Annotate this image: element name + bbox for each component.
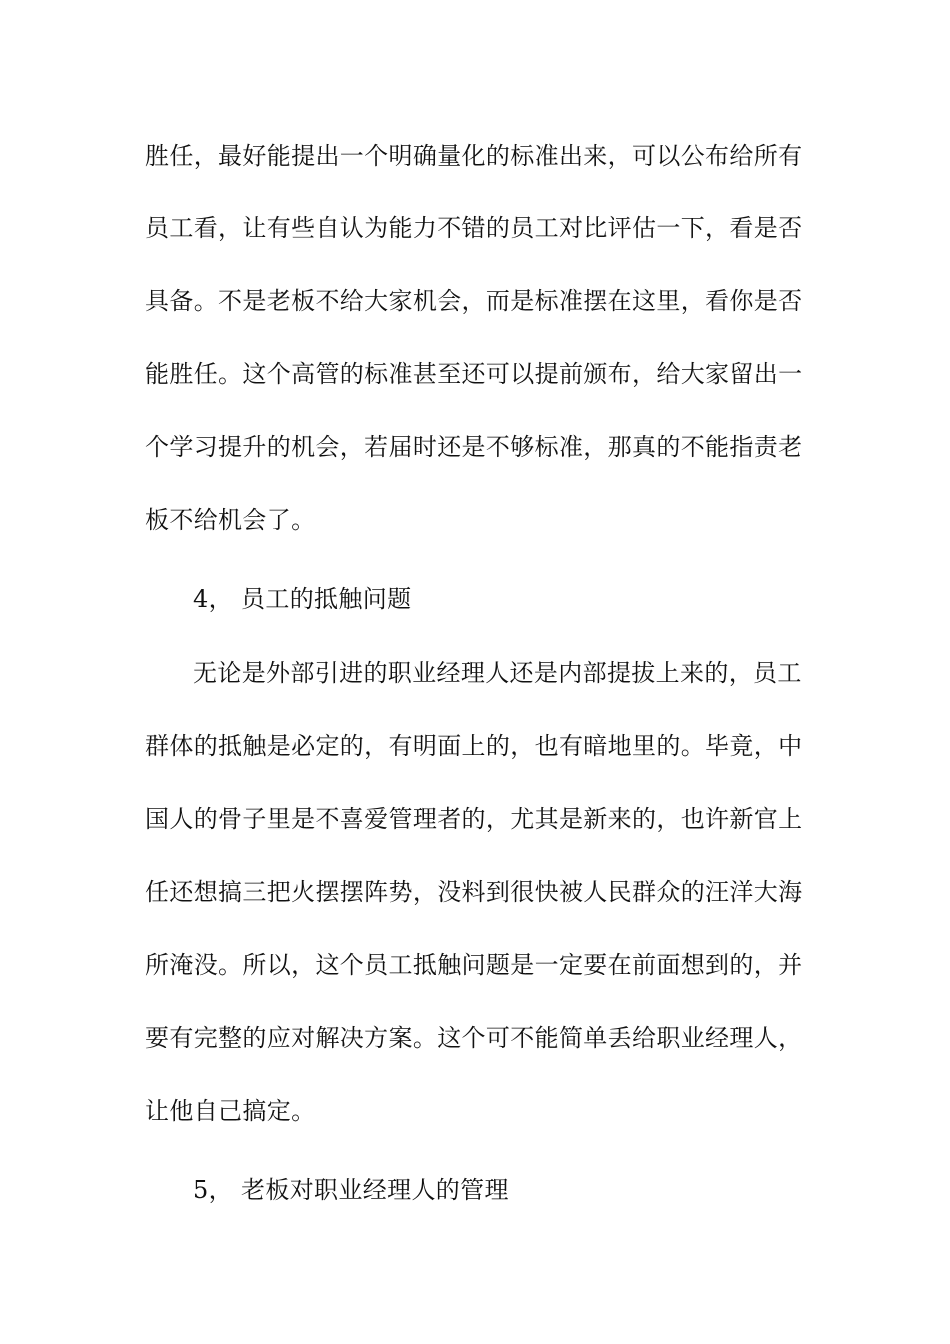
paragraph-line: 无论是外部引进的职业经理人还是内部提拔上来的，员工 <box>193 659 802 687</box>
paragraph-line: 群体的抵触是必定的，有明面上的，也有暗地里的。毕竟，中 <box>145 732 803 760</box>
paragraph-line: 所淹没。所以，这个员工抵触问题是一定要在前面想到的，并 <box>145 951 803 979</box>
paragraph-line: 员工看，让有些自认为能力不错的员工对比评估一下，看是否 <box>145 214 803 242</box>
section-title: 老板对职业经理人的管理 <box>241 1176 509 1204</box>
section-heading-4 <box>193 584 858 614</box>
paragraph-line: 具备。不是老板不给大家机会，而是标准摆在这里，看你是否 <box>145 287 803 315</box>
section-number: 5， <box>193 1176 233 1204</box>
paragraph-line: 让他自己搞定。 <box>145 1097 316 1125</box>
paragraph-line: 板不给机会了。 <box>145 506 316 534</box>
paragraph-line: 国人的骨子里是不喜爱管理者的，尤其是新来的，也许新官上 <box>145 805 803 833</box>
section-number: 4， <box>193 585 233 613</box>
paragraph-line: 任还想搞三把火摆摆阵势，没料到很快被人民群众的汪洋大海 <box>145 878 803 906</box>
section-title: 员工的抵触问题 <box>241 585 412 613</box>
section-heading-5 <box>193 1175 858 1205</box>
paragraph-line: 个学习提升的机会，若届时还是不够标准，那真的不能指责老 <box>145 433 803 461</box>
paragraph-line: 胜任，最好能提出一个明确量化的标准出来，可以公布给所有 <box>145 142 803 170</box>
paragraph-line: 能胜任。这个高管的标准甚至还可以提前颁布，给大家留出一 <box>145 360 803 388</box>
paragraph-line: 要有完整的应对解决方案。这个可不能简单丢给职业经理人， <box>145 1024 803 1052</box>
